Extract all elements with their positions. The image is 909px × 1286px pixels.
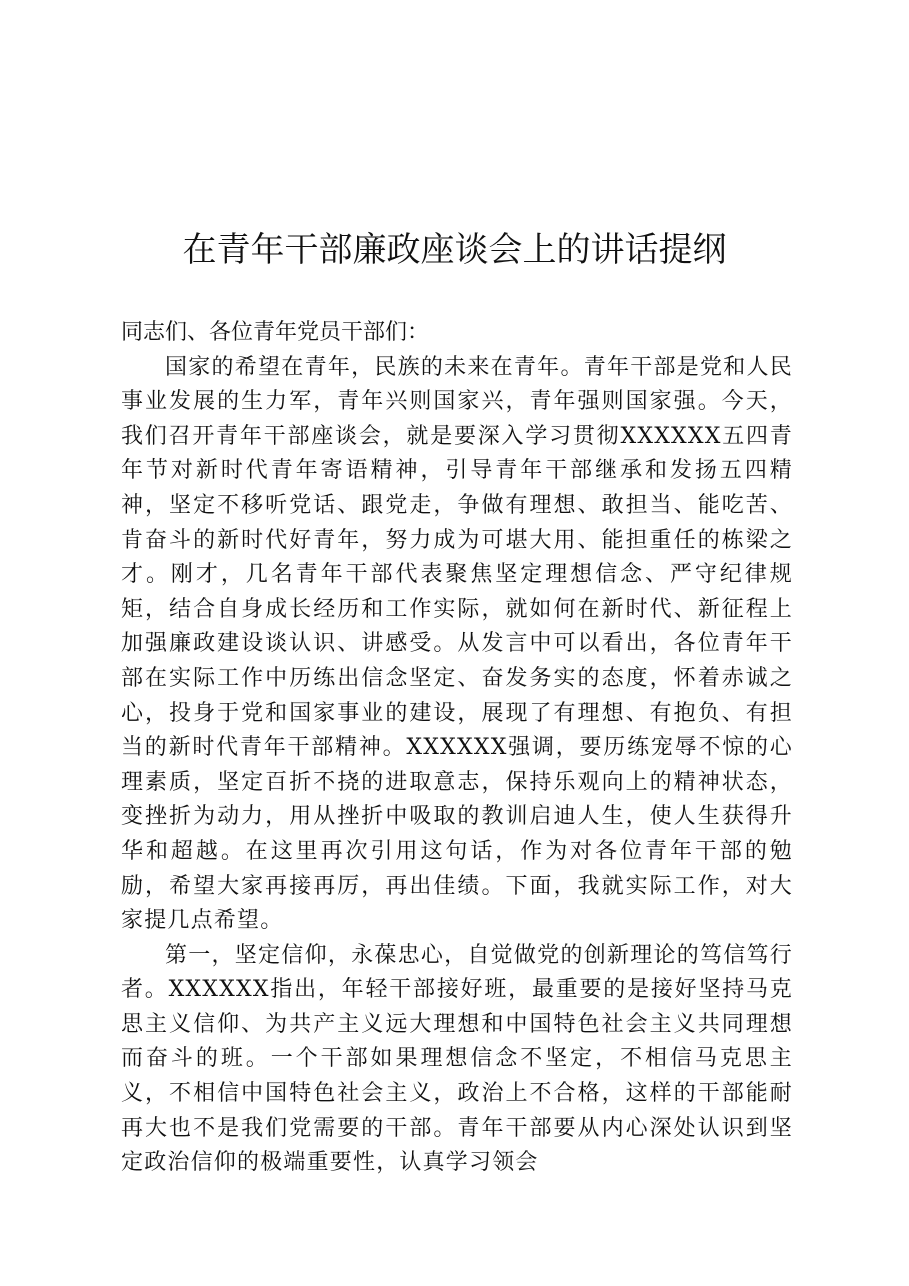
document-title: 在青年干部廉政座谈会上的讲话提纲 bbox=[182, 230, 727, 270]
paragraph-2: 第一，坚定信仰，永葆忠心，自觉做党的创新理论的笃信笃行者。XXXXXX指出，年轻干部接好班，最重要的是接好坚持马克思主义信仰、为共产主义远大理想和中国特色社会主义共同理想而奋斗的班。一个干部如果理想信念不坚定，不相信马克思主义，不相信中国特色社会主义，政治上不合格，这样的干部能耐再大也不是我们党需要的干部。青年干部要从内心深处认识到坚定政治信仰的极端重要性，认真学习领会 bbox=[121, 942, 793, 1176]
salutation: 同志们、各位青年党员干部们： bbox=[121, 320, 430, 345]
document-body bbox=[121, 316, 793, 1181]
paragraph-1: 国家的希望在青年，民族的未来在青年。青年干部是党和人民事业发展的生力军，青年兴则国家兴，青年强则国家强。今天，我们召开青年干部座谈会，就是要深入学习贯彻XXXXXX五四青年节对新时代青年寄语精神，引导青年干部继承和发扬五四精神，坚定不移听党话、跟党走，争做有理想、敢担当、能吃苦、肯奋斗的新时代好青年，努力成为可堪大用、能担重任的栋梁之才。刚才，几名青年干部代表聚焦坚定理想信念、严守纪律规矩，结合自身成长经历和工作实际，就如何在新时代、新征程上加强廉政建设谈认识、讲感受。从发言中可以看出，各位青年干部在实际工作中历练出信念坚定、奋发务实的态度，怀着赤诚之心，投身于党和国家事业的建设，展现了有理想、有抱负、有担当的新时代青年干部精神。XXXXXX强调，要历练宠辱不惊的心理素质，坚定百折不挠的进取意志，保持乐观向上的精神状态，变挫折为动力，用从挫折中吸取的教训启迪人生，使人生获得升华和超越。在这里再次引用这句话，作为对各位青年干部的勉励，希望大家再接再厉，再出佳绩。下面，我就实际工作，对大家提几点希望。 bbox=[121, 354, 793, 934]
